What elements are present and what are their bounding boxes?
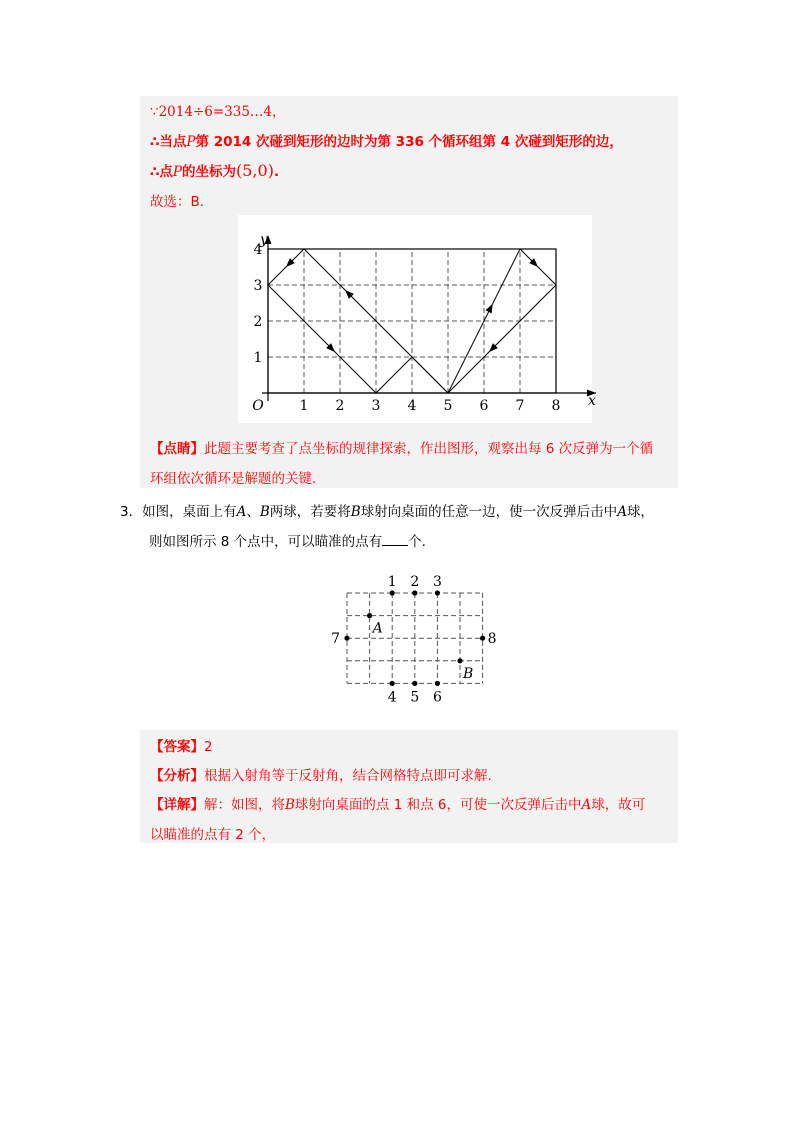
comment-tag: 【点睛】 (150, 441, 204, 457)
detail-text-b: 球射向桌面的点 1 和点 6，可使一次反弹后击中 (294, 797, 582, 813)
x-tick-label: 6 (479, 398, 489, 414)
analysis-tag: 【分析】 (150, 768, 204, 784)
aim-point-3 (435, 590, 440, 595)
ball-a (367, 613, 372, 618)
solution-line-3 (150, 160, 279, 180)
ball-b-ref-2: B (350, 504, 361, 520)
aim-point-label-7: 7 (331, 631, 340, 648)
aim-point-6 (435, 681, 440, 686)
answer-line (150, 735, 213, 755)
answer-value: 2 (204, 739, 213, 755)
q3-text-2b: 个. (408, 534, 426, 550)
detail-ball-a: A (581, 797, 592, 813)
y-axis-label: y (260, 232, 268, 248)
detail-line-2 (150, 823, 275, 843)
aim-point-5 (412, 681, 417, 686)
comment-text-2: 环组依次循环是解题的关键. (150, 471, 317, 487)
aim-point-4 (390, 681, 395, 686)
aim-point-label-1: 1 (387, 574, 397, 590)
q3-text-e: 球， (626, 504, 654, 520)
solution-line-3-mid: 的坐标为 (182, 164, 236, 180)
solution-line-1 (150, 100, 286, 120)
bounce-graph (238, 215, 596, 423)
x-tick-label: 3 (371, 398, 381, 414)
answer-tag: 【答案】 (150, 739, 204, 755)
solution-line-2-pre: ∴当点 (150, 134, 187, 150)
comment-text-1: 此题主要考查了点坐标的规律探索，作出图形，观察出每 6 次反弹为一个循 (204, 441, 654, 457)
solution-line-2 (150, 130, 623, 150)
answer-blank (382, 533, 408, 546)
comment-line-1 (150, 437, 653, 457)
x-tick-label: 1 (299, 398, 309, 414)
y-tick-label: 1 (253, 350, 263, 366)
aim-point-7 (344, 636, 349, 641)
coordinate-value: (5,0) (236, 161, 274, 180)
q3-text-2a: 则如图所示 8 个点中，可以瞄准的点有 (149, 534, 383, 550)
solution-line-3-pre: ∴点 (150, 164, 173, 180)
detail-tag: 【详解】 (150, 797, 204, 813)
aim-point-2 (412, 590, 417, 595)
ball-a-label: A (372, 620, 383, 637)
ball-a-ref: A (236, 504, 247, 520)
y-tick-label: 4 (253, 242, 263, 258)
solution-line-1-text: ∵2014÷6=335…4， (150, 104, 286, 120)
question-3-line-1 (120, 500, 654, 520)
aim-point-8 (480, 636, 485, 641)
aim-point-label-8: 8 (487, 631, 497, 648)
x-tick-label: 8 (551, 398, 561, 414)
q3-text-a: 如图，桌面上有 (142, 504, 237, 520)
ball-b (457, 658, 462, 663)
analysis-line (150, 764, 492, 784)
aim-point-label-4: 4 (387, 689, 397, 706)
aim-point-label-6: 6 (432, 689, 442, 706)
aim-point-label-5: 5 (410, 689, 420, 706)
y-tick-label: 3 (253, 278, 263, 294)
answer-choice: 故选：B. (150, 194, 205, 210)
point-p-label-2: P (172, 164, 182, 180)
detail-ball-b: B (285, 797, 295, 813)
solution-line-2-post: 第 2014 次碰到矩形的边时为第 336 个循环组第 4 次碰到矩形的边， (195, 134, 623, 150)
detail-text-c: 球，故可 (591, 797, 646, 813)
detail-line-1 (150, 793, 645, 813)
point-p-label: P (186, 134, 196, 150)
x-tick-label: 7 (515, 398, 525, 414)
aim-point-label-3: 3 (432, 574, 442, 590)
aim-point-1 (390, 590, 395, 595)
origin-label: O (252, 398, 264, 414)
comment-line-2 (150, 467, 316, 487)
x-tick-label: 4 (407, 398, 417, 414)
aim-point-label-2: 2 (410, 574, 420, 590)
x-tick-label: 2 (335, 398, 345, 414)
ball-b-ref: B (259, 504, 270, 520)
ball-b-label: B (463, 665, 474, 682)
q3-text-b: 、 (246, 504, 260, 520)
solution-line-4 (150, 190, 204, 210)
solution-line-3-end: . (273, 164, 280, 180)
y-tick-label: 2 (253, 314, 263, 330)
billiard-grid (325, 568, 500, 708)
question-number: 3． (120, 504, 143, 520)
q3-text-c: 两球，若要将 (269, 504, 351, 520)
detail-text-2: 以瞄准的点有 2 个， (150, 827, 276, 843)
detail-text-a: 解：如图，将 (204, 797, 285, 813)
x-tick-label: 5 (443, 398, 453, 414)
ball-a-ref-2: A (617, 504, 627, 520)
q3-text-d: 球射向桌面的任意一边，使一次反弹后击中 (360, 504, 618, 520)
question-3-line-2 (149, 530, 426, 550)
x-axis-label: x (588, 393, 596, 409)
analysis-text: 根据入射角等于反射角，结合网格特点即可求解. (204, 768, 492, 784)
